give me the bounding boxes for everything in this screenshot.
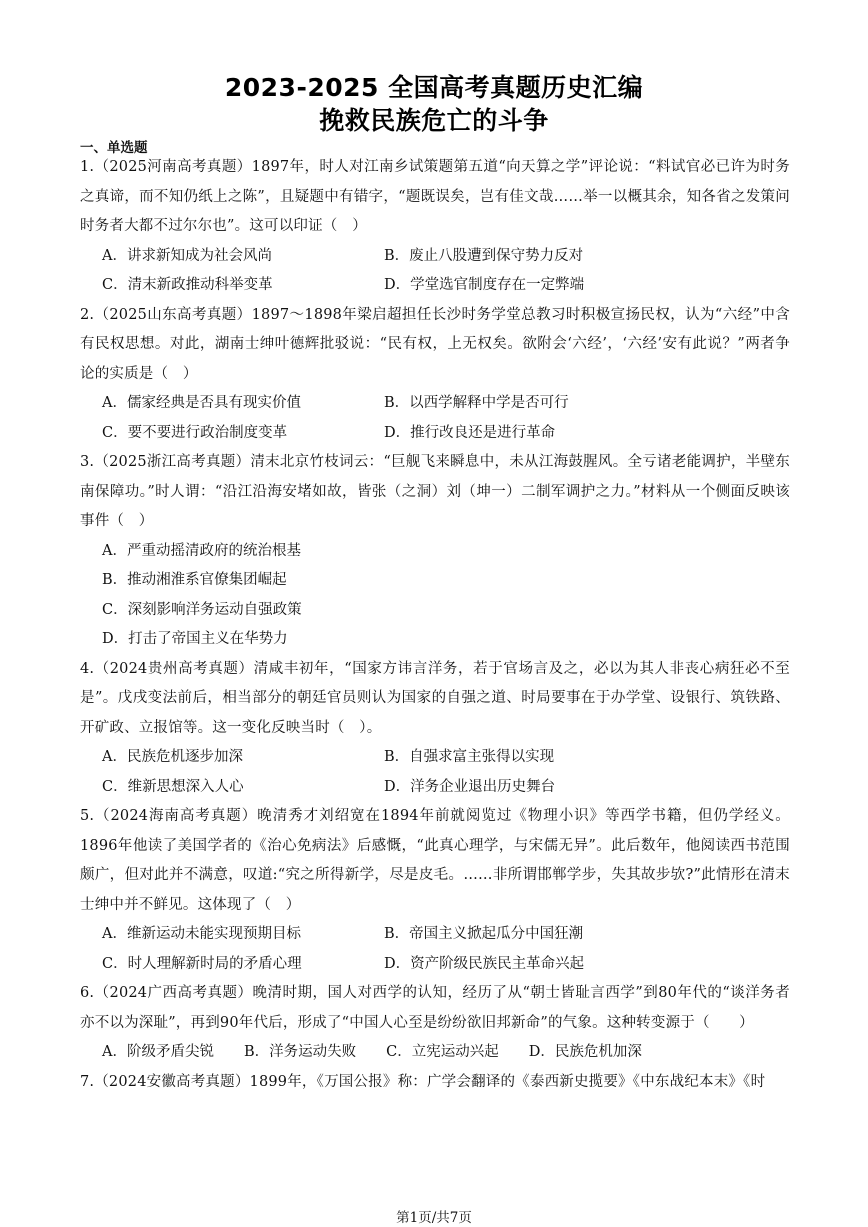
option-list	[80, 920, 790, 979]
option-b[interactable]: B．推动湘淮系官僚集团崛起	[102, 572, 287, 588]
question-stem: 4.（2024贵州高考真题）清咸丰初年，“国家方讳言洋务，若于官场言及之，必以为其人非丧心病狂必不至是”。戊戌变法前后，相当部分的朝廷官员则认为国家的自强之道、时局要事在于办学堂、设银行、筑铁路、开矿政、立报馆等。这一变化反映当时（ ）。	[80, 660, 790, 736]
option-a[interactable]: A．阶级矛盾尖锐	[102, 1044, 214, 1060]
option-a[interactable]: A．儒家经典是否具有现实价值	[102, 395, 301, 411]
option-list	[80, 537, 790, 655]
option-a[interactable]: A．严重动摇清政府的统治根基	[102, 542, 301, 559]
document-title: 2023-2025 全国高考真题历史汇编	[224, 73, 644, 102]
option-b[interactable]: B．以西学解释中学是否可行	[384, 395, 569, 411]
question-5	[80, 802, 790, 979]
option-b[interactable]: B．帝国主义掀起瓜分中国狂潮	[384, 926, 584, 942]
document-subtitle: 挽救民族危亡的斗争	[319, 106, 549, 135]
option-d[interactable]: D．洋务企业退出历史舞台	[384, 778, 556, 795]
question-stem: 6.（2024广西高考真题）晚清时期，国人对西学的认知，经历了从“朝士皆耻言西学”到80年代的“谈洋务者亦不以为深耻”，再到90年代后，形成了“中国人心至是纷纷欲旧邦新命”的气象。这种转变源于（ ）	[80, 985, 790, 1031]
option-d[interactable]: D．学堂选官制度存在一定弊端	[384, 277, 585, 293]
option-d[interactable]: D．推行改良还是进行革命	[384, 424, 556, 441]
option-c[interactable]: C．清末新政推动科举变革	[102, 277, 273, 293]
option-list	[80, 743, 790, 802]
option-d[interactable]: D．民族危机加深	[528, 1044, 642, 1060]
option-d[interactable]: D．资产阶级民族民主革命兴起	[384, 955, 585, 972]
option-list	[80, 389, 790, 448]
question-4	[80, 655, 790, 803]
question-7	[80, 1068, 790, 1098]
option-a[interactable]: A．讲求新知成为社会风尚	[102, 247, 272, 264]
option-c[interactable]: C．深刻影响洋务运动自强政策	[102, 601, 302, 618]
option-a[interactable]: A．民族危机逐步加深	[102, 749, 243, 765]
option-c[interactable]: C．维新思想深入人心	[102, 778, 244, 795]
question-3	[80, 448, 790, 655]
question-2	[80, 301, 790, 449]
option-list	[80, 1038, 790, 1068]
question-stem: 3.（2025浙江高考真题）清末北京竹枝词云：“巨舰飞来瞬息中，未从江海鼓腥风。全亏诸老能调护，半壁东南保障功。”时人谓：“沿江沿海安堵如故，皆张（之洞）刘（坤一）二制军调护之力。”材料从一个侧面反映该事件（ ）	[80, 454, 790, 529]
question-list	[80, 153, 790, 1097]
option-d[interactable]: D．打击了帝国主义在华势力	[102, 631, 288, 647]
option-c[interactable]: C．立宪运动兴起	[386, 1044, 499, 1060]
page-footer: 第1页/共7页	[396, 1210, 472, 1226]
question-1	[80, 153, 790, 301]
option-b[interactable]: B．废止八股遭到保守势力反对	[384, 247, 584, 264]
question-stem: 5.（2024海南高考真题）晚清秀才刘绍宽在1894年前就阅览过《物理小识》等西学书籍，但仍学经义。1896年他读了美国学者的《治心免病法》后感慨，“此真心理学，与宋儒无异”。此后数年，他阅读西书范围颇广，但对此并不满意，叹道:“究之所得新学，尽是皮毛。……非所谓邯郸学步，失其故步欤?”此情形在清末士绅中并不鲜见。这体现了（ ）	[80, 808, 790, 913]
option-c[interactable]: C．时人理解新时局的矛盾心理	[102, 955, 302, 972]
section-heading: 一、单选题	[80, 140, 148, 156]
option-b[interactable]: B．洋务运动失败	[243, 1044, 357, 1060]
question-stem: 2.（2025山东高考真题）1897～1898年梁启超担任长沙时务学堂总教习时积极宣扬民权，认为“六经”中含有民权思想。对此，湖南士绅叶德辉批驳说：“民有权，上无权矣。欲附会‘六经’，‘六经’安有此说？”两者争论的实质是（ ）	[80, 306, 790, 382]
option-list	[80, 242, 790, 301]
question-6	[80, 979, 790, 1068]
option-b[interactable]: B．自强求富主张得以实现	[384, 749, 555, 765]
option-c[interactable]: C．要不要进行政治制度变革	[102, 424, 288, 441]
question-stem: 1.（2025河南高考真题）1897年，时人对江南乡试策题第五道“向天算之学”评论说：“料试官必已许为时务之真谛，而不知仍纸上之陈”，且疑题中有错字，“题既误矣，岂有佳文哉……举一以概其余，知各省之发策问时务者大都不过尔尔也”。这可以印证（ ）	[80, 159, 790, 234]
option-a[interactable]: A．维新运动未能实现预期目标	[102, 926, 301, 942]
question-stem: 7.（2024安徽高考真题）1899年，《万国公报》称：广学会翻译的《泰西新史揽要》《中东战纪本末》《时	[80, 1073, 766, 1090]
